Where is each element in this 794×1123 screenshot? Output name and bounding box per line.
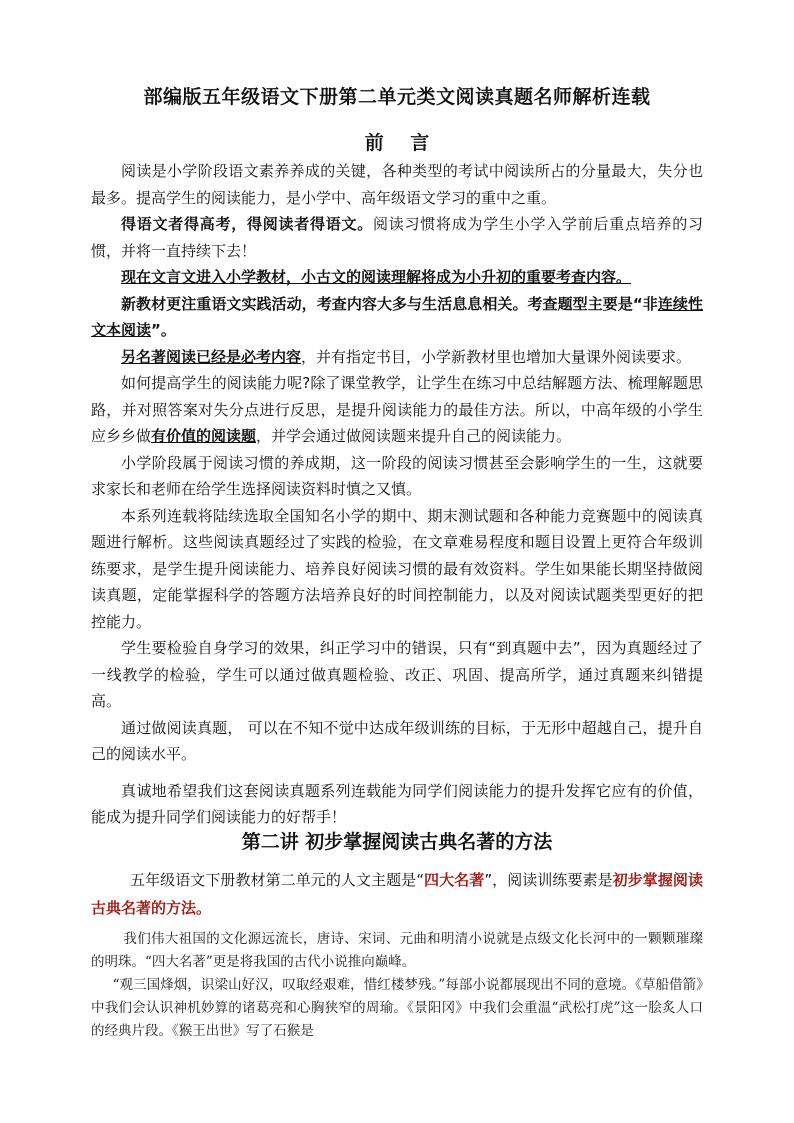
paragraph-8: 本系列连载将陆续选取全国知名小学的期中、期末测试题和各种能力竞赛题中的阅读真题进行解析。这些阅读真题经过了实践的检验，在文章难易程度和题目设置上更符合年级训练要求，是学生提升阅读能力、培养良好阅读习惯的最有效资料。学生如果能长期坚持做阅读真题，定能掌握科学的答题方法培养良好的时间控制能力，以及对阅读试题类型更好的把控能力。 xyxy=(91,506,703,631)
paragraph-2-text: 阅读习惯将成为学生小学入学前后重点培养的习惯，并将一直持续下去！ xyxy=(91,215,703,260)
paragraph-6-text-c: ，并学会通过做阅读题来提升自己的阅读能力。 xyxy=(256,427,572,445)
intro-theme: 四大名著 xyxy=(423,871,485,889)
lecture-passage xyxy=(91,928,703,1043)
preface-body xyxy=(91,158,703,831)
intro-element: 初步掌握阅读古典名著的方法。 xyxy=(91,871,703,917)
paragraph-10: 通过做阅读真题， 可以在不知不觉中达成年级训练的目标，于无形中超越自己，提升自己的阅读水平。 xyxy=(91,718,703,763)
paragraph-4-bold-c: ”。 xyxy=(151,321,176,339)
paragraph-5-text: ，并有指定书目，小学新教材里也增加大量课外阅读要求。 xyxy=(301,347,692,366)
paragraph-4 xyxy=(91,291,703,344)
paragraph-6-text-a: 如何提高学生的阅读能力呢?除了课堂教学，让学生在练习中总结解题方法、梳理解题思路，并对照答案对失分点进行反思，是提升阅读能力的最佳方法。所以，中高年级的小学生应乡乡做 xyxy=(91,374,703,445)
paragraph-2 xyxy=(91,211,703,264)
lecture-intro xyxy=(91,866,703,922)
paragraph-4-bold-underlined: 连续性文本阅读 xyxy=(91,294,703,339)
paragraph-6 xyxy=(91,370,703,450)
document-title: 部编版五年级语文下册第二单元类文阅读真题名师解析连载 xyxy=(143,86,651,108)
paragraph-3-bold-underlined: 现在文言文进入小学教材，小古文的阅读理解将成为小升初的重要考查内容。 xyxy=(121,268,632,286)
paragraph-6-bold-underlined: 有价值的阅读题 xyxy=(151,427,257,445)
passage-paragraph-1: 我们伟大祖国的文化源远流长，唐诗、宋词、元曲和明清小说就是点级文化长河中的一颗颗璀璨的明珠。“四大名著”更是将我国的古代小说推向巅峰。 xyxy=(91,931,703,970)
paragraph-gap xyxy=(91,768,703,778)
intro-text-b: ”，阅读训练要素是 xyxy=(484,871,613,889)
passage-paragraph-2: “观三国烽烟，识梁山好汉，叹取经艰难，惜红楼梦残。”每部小说都展现出不同的意境。《草船借箭》中我们会认识神机妙算的诸葛亮和心胸狭窄的周瑜。《景阳冈》中我们会重温“武松打虎”这一脍炙人口的经典片段。《猴王出世》写了石猴是 xyxy=(91,977,703,1039)
paragraph-2-bold: 得语文者得高考，得阅读者得语文。 xyxy=(121,215,373,233)
paragraph-1: 阅读是小学阶段语文素养养成的关键，各种类型的考试中阅读所占的分量最大，失分也最多。提高学生的阅读能力，是小学中、高年级语文学习的重中之重。 xyxy=(91,162,703,207)
paragraph-3 xyxy=(91,264,703,291)
paragraph-4-bold-a: 新教材更注重语文实践活动，考查内容大多与生活息息相关。考查题型主要是“非 xyxy=(121,294,658,313)
intro-paragraph xyxy=(91,866,703,922)
paragraph-7: 小学阶段属于阅读习惯的养成期，这一阶段的阅读习惯甚至会影响学生的一生，这就要求家长和老师在给学生选择阅读资料时慎之又慎。 xyxy=(91,453,703,498)
intro-text-a: 五年级语文下册教材第二单元的人文主题是“ xyxy=(130,871,424,889)
paragraph-9: 学生要检验自身学习的效果，纠正学习中的错误，只有“到真题中去”，因为真题经过了一线教学的检验，学生可以通过做真题检验、改正、巩固、提高所学，通过真题来纠错提高。 xyxy=(91,639,703,710)
preface-heading: 前 言 xyxy=(364,132,430,154)
paragraph-5 xyxy=(91,344,703,371)
paragraph-11: 真诚地希望我们这套阅读真题系列连载能为同学们阅读能力的提升发挥它应有的价值，能成为提升同学们阅读能力的好帮手！ xyxy=(91,781,703,826)
paragraph-5-bold-underlined: 另名著阅读已经是必考内容 xyxy=(121,347,302,366)
lecture-heading: 第二讲 初步掌握阅读古典名著的方法 xyxy=(241,831,553,853)
